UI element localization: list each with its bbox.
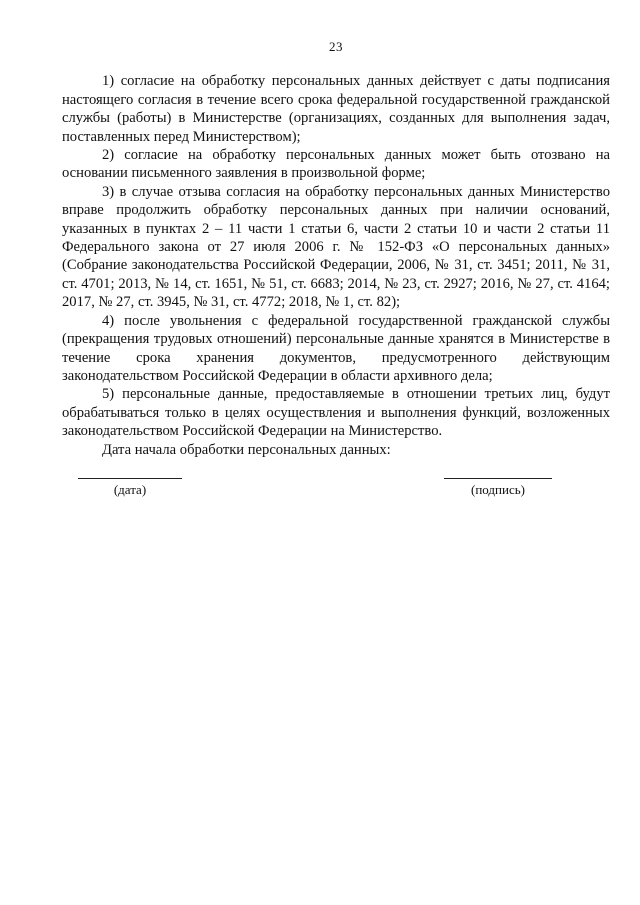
paragraph-third-party-data: 5) персональные данные, предоставляемые в отношении третьих лиц, будут обрабатываться только в целях осуществления и выполнения функций, возложенных законодательством Российской Федерации на Министерство.: [62, 386, 610, 440]
paragraph-processing-after-revocation: 3) в случае отзыва согласия на обработку персональных данных Министерство вправе продолжить обработку персональных данных при наличии оснований, указанных в пунктах 2 – 11 части 1 статьи 6, части 2 статьи 10 и части 2 статьи 11 Федерального закона от 27 июля 2006 г. № 152-ФЗ «О персональных данных» (Собрание законодательства Российской Федерации, 2006, № 31, ст. 3451; 2011, № 31, ст. 4701; 2013, № 14, ст. 1651, № 51, ст. 6683; 2014, № 23, ст. 2927; 2016, № 27, ст. 4164; 2017, № 27, ст. 3945, № 31, ст. 4772; 2018, № 1, ст. 82);: [62, 183, 610, 311]
signature-caption: (подпись): [471, 482, 525, 497]
paragraph-storage-after-dismissal: 4) после увольнения с федеральной государственной гражданской службы (прекращения трудовых отношений) персональные данные хранятся в Министерстве в течение срока хранения документов, предусмотренного действующим законодательством Российской Федерации в области архивного дела;: [62, 312, 610, 384]
date-caption: (дата): [113, 482, 147, 497]
paragraph-consent-validity: 1) согласие на обработку персональных данных действует с даты подписания настоящего согласия в течение всего срока федеральной государственной гражданской службы (работы) в Министерстве (организациях, созданных для выполнения задач, поставленных перед Министерством);: [62, 73, 610, 145]
paragraph-consent-revocation: 2) согласие на обработку персональных данных может быть отозвано на основании письменного заявления в произвольной форме;: [62, 147, 610, 182]
document-page: [62, 38, 610, 497]
signature-block: [62, 478, 610, 528]
date-underline: [78, 478, 182, 479]
page-number: 23: [329, 39, 343, 54]
date-field: [78, 478, 182, 499]
start-date-label: Дата начала обработки персональных данных:: [102, 441, 391, 458]
signature-field: [444, 478, 552, 499]
signature-underline: [444, 478, 552, 479]
